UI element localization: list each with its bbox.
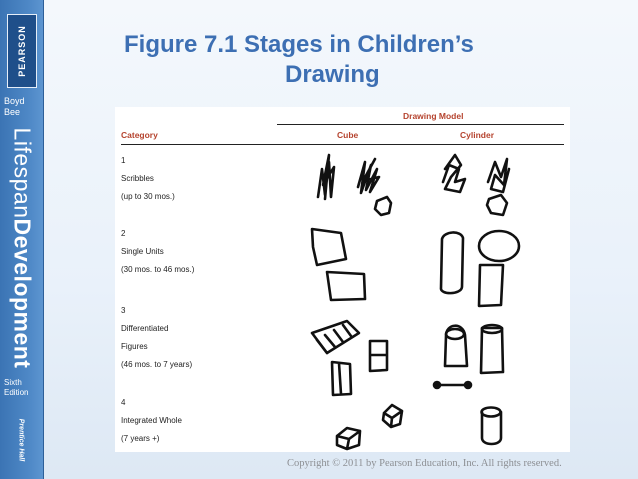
stage-age: (46 mos. to 7 years) — [121, 360, 193, 369]
stage-age: (30 mos. to 46 mos.) — [121, 265, 195, 274]
imprint: Prentice Hall — [17, 418, 25, 462]
book-sidebar — [0, 0, 44, 479]
scribble-cylinder-drawing — [443, 155, 509, 215]
stage-number: 2 — [121, 229, 126, 238]
edition-line: Edition — [4, 388, 29, 397]
differentiated-cylinder-drawing — [434, 325, 503, 388]
stage-name: Single Units — [121, 247, 164, 256]
author-name: Bee — [4, 107, 21, 117]
cube-header: Cube — [337, 130, 359, 140]
stage-age: (up to 30 mos.) — [121, 192, 175, 201]
stage-name: Scribbles — [121, 174, 154, 183]
copyright-footer: Copyright © 2011 by Pearson Education, Inc. All rights reserved. — [287, 458, 562, 469]
drawing-model-header: Drawing Model — [403, 111, 464, 121]
single-unit-cylinder-drawing — [441, 231, 519, 306]
slide-title — [124, 30, 604, 90]
integrated-cylinder-drawing — [482, 408, 502, 445]
stage-age: (7 years +) — [121, 434, 160, 443]
stage-name: Integrated Whole — [121, 416, 182, 425]
pearson-logo — [7, 14, 37, 88]
book-title-part1: Lifespan — [9, 127, 36, 219]
edition-line: Sixth — [4, 378, 22, 387]
stage-name: Differentiated — [121, 324, 169, 333]
edition — [4, 378, 42, 398]
author-name: Boyd — [4, 96, 25, 106]
drawing-stages-figure — [115, 107, 570, 452]
child-drawings — [115, 107, 570, 452]
cylinder-header: Cylinder — [460, 130, 495, 140]
slide-title-line2: Drawing — [285, 61, 380, 88]
book-title-part2: Development — [9, 218, 36, 369]
differentiated-cube-drawing — [312, 321, 387, 395]
book-title — [9, 128, 36, 369]
slide-title-line1: Figure 7.1 Stages in Children’s — [124, 31, 474, 58]
scribble-cube-drawing — [318, 155, 391, 215]
stage-number: 4 — [121, 398, 126, 407]
single-unit-cube-drawing — [312, 229, 365, 300]
stage-name: Figures — [121, 342, 148, 351]
authors — [4, 96, 40, 118]
category-header: Category — [121, 130, 158, 140]
stage-number: 3 — [121, 306, 126, 315]
pearson-logo-text: PEARSON — [17, 25, 28, 77]
integrated-cube-drawing — [337, 405, 402, 449]
stage-number: 1 — [121, 156, 126, 165]
